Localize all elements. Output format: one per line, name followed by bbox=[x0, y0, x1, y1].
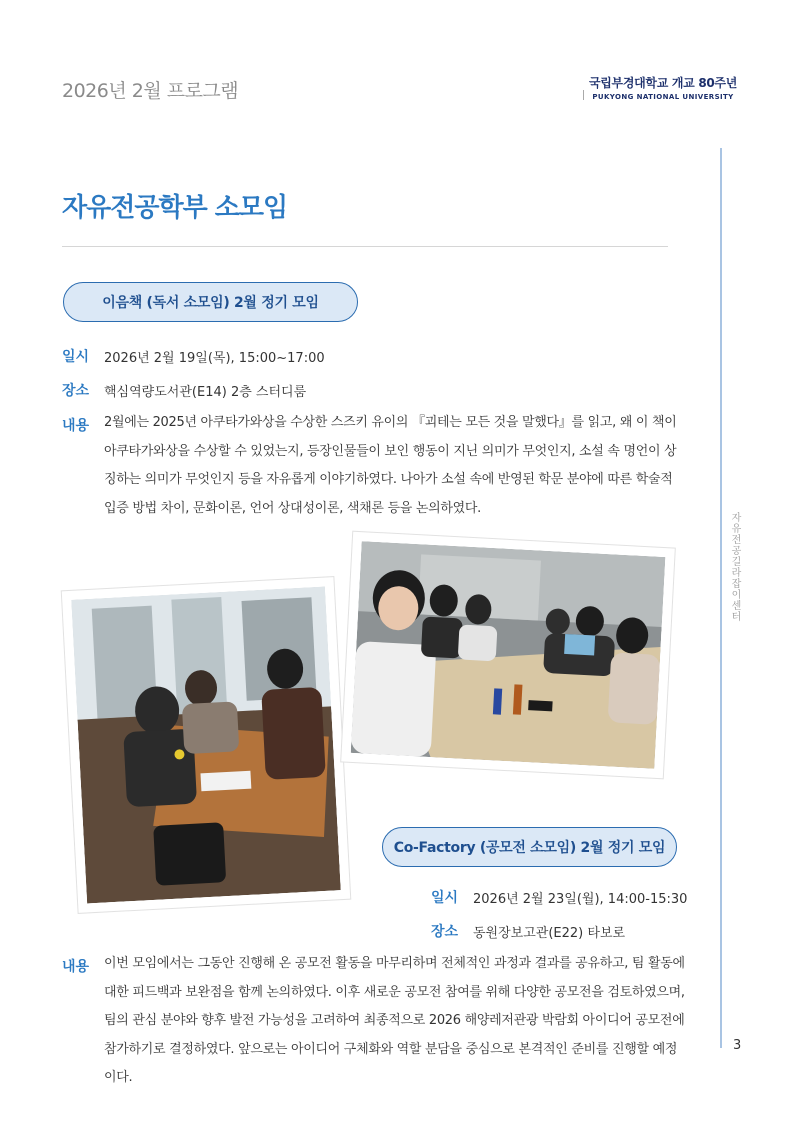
content-line: 징하는 의미가 무엇인지 등을 자유롭게 이야기하였다. 나아가 소설 속에 반영된 학문 분야에 따른 학술적 bbox=[104, 472, 673, 487]
meeting-photo-room bbox=[341, 532, 675, 779]
meeting2-content bbox=[104, 950, 696, 1093]
meeting1-date-value: 2026년 2월 19일(목), 15:00~17:00 bbox=[104, 351, 325, 366]
meeting2-content-label: 내용 bbox=[62, 959, 90, 975]
content-line: 이다. bbox=[104, 1070, 133, 1085]
section-title: 자유전공학부 소모임 bbox=[62, 193, 288, 223]
content-line: 입증 방법 차이, 문화이론, 언어 상대성이론, 색채론 등을 논의하였다. bbox=[104, 500, 481, 516]
logo-divider bbox=[583, 90, 584, 100]
meeting1-place-label: 장소 bbox=[62, 383, 90, 399]
logo-english-text: PUKYONG NATIONAL UNIVERSITY bbox=[592, 93, 734, 101]
meeting2-place-label: 장소 bbox=[431, 924, 459, 940]
content-line: 참가하기로 결정하였다. 앞으로는 아이디어 구체화와 역할 분담을 중심으로 본격적인 준비를 진행할 예정 bbox=[104, 1041, 678, 1057]
side-label: 자유전공길라잡이센터 bbox=[729, 512, 740, 622]
room-photo-image bbox=[351, 541, 666, 769]
content-line: 아쿠타가와상을 수상할 수 있었는지, 등장인물들이 보인 행동이 지닌 의미가 무엇인지, 소설 속 명언이 상 bbox=[104, 443, 677, 459]
meeting1-date-label: 일시 bbox=[62, 349, 90, 365]
university-logo bbox=[583, 74, 743, 101]
side-rule bbox=[720, 148, 722, 1048]
logo-korean-text: 국립부경대학교 개교 80주년 bbox=[588, 76, 738, 90]
content-line: 2월에는 2025년 아쿠타가와상을 수상한 스즈키 유이의 『괴테는 모든 것을 말했다』를 읽고, 왜 이 책이 bbox=[104, 415, 677, 430]
cafe-photo-image bbox=[71, 587, 341, 904]
meeting-photo-cafe bbox=[62, 577, 350, 913]
meeting2-date-label: 일시 bbox=[431, 890, 459, 906]
meeting2-date-value: 2026년 2월 23일(월), 14:00-15:30 bbox=[473, 892, 688, 907]
meeting1-content-label: 내용 bbox=[62, 418, 90, 434]
meeting2-place-value: 동원장보고관(E22) 타보로 bbox=[473, 926, 626, 941]
content-line: 이번 모임에서는 그동안 진행해 온 공모전 활동을 마무리하며 전체적인 과정과 결과를 공유하고, 팀 활동에 bbox=[104, 956, 685, 971]
meeting1-title-pill: 이음책 (독서 소모임) 2월 정기 모임 bbox=[63, 282, 358, 322]
meeting1-place-value: 핵심역량도서관(E14) 2층 스터디룸 bbox=[104, 385, 307, 400]
meeting1-content bbox=[104, 409, 694, 523]
meeting2-title-pill: Co-Factory (공모전 소모임) 2월 정기 모임 bbox=[382, 827, 677, 867]
title-divider bbox=[62, 246, 668, 247]
content-line: 대한 피드백과 보완점을 함께 논의하였다. 이후 새로운 공모전 참여를 위해 다양한 공모전을 검토하였으며, bbox=[104, 984, 685, 1000]
page-number: 3 bbox=[733, 1038, 742, 1053]
program-header: 2026년 2월 프로그램 bbox=[62, 80, 239, 102]
content-line: 팀의 관심 분야와 향후 발전 가능성을 고려하여 최종적으로 2026 해양레저관광 박람회 아이디어 공모전에 bbox=[104, 1013, 685, 1028]
